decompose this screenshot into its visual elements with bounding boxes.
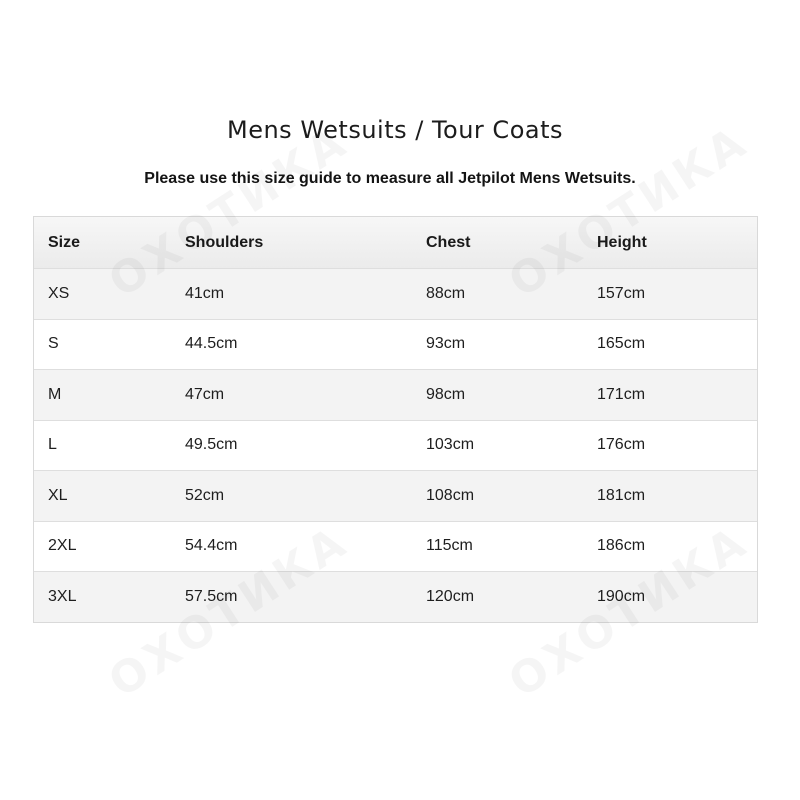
cell-height: 190cm bbox=[597, 587, 646, 605]
cell-height: 176cm bbox=[597, 436, 646, 454]
page-title: Mens Wetsuits / Tour Coats bbox=[227, 116, 563, 144]
cell-shoulders: 52cm bbox=[185, 486, 225, 504]
table-row bbox=[34, 268, 757, 319]
cell-chest: 115cm bbox=[426, 537, 473, 555]
cell-shoulders: 44.5cm bbox=[185, 335, 238, 353]
table-row bbox=[34, 369, 757, 420]
cell-shoulders: 57.5cm bbox=[185, 587, 238, 605]
cell-height: 186cm bbox=[597, 537, 646, 555]
cell-shoulders: 49.5cm bbox=[185, 436, 238, 454]
cell-size: 3XL bbox=[48, 587, 77, 605]
cell-size: M bbox=[48, 385, 62, 403]
table-row bbox=[34, 470, 757, 521]
cell-height: 157cm bbox=[597, 284, 646, 302]
table-header-row bbox=[34, 217, 757, 268]
cell-chest: 108cm bbox=[426, 486, 475, 504]
cell-chest: 88cm bbox=[426, 284, 466, 302]
cell-size: XS bbox=[48, 284, 70, 302]
header-size: Size bbox=[48, 233, 81, 251]
header-height: Height bbox=[597, 233, 647, 251]
header-shoulders: Shoulders bbox=[185, 233, 264, 251]
cell-shoulders: 54.4cm bbox=[185, 537, 238, 555]
cell-chest: 103cm bbox=[426, 436, 475, 454]
table-row bbox=[34, 521, 757, 572]
cell-chest: 93cm bbox=[426, 335, 466, 353]
header-chest: Chest bbox=[426, 233, 471, 251]
cell-height: 181cm bbox=[597, 486, 646, 504]
cell-height: 171cm bbox=[597, 385, 646, 403]
size-guide-table bbox=[33, 216, 758, 623]
table-row bbox=[34, 571, 757, 622]
cell-shoulders: 47cm bbox=[185, 385, 225, 403]
cell-size: 2XL bbox=[48, 537, 77, 555]
cell-chest: 98cm bbox=[426, 385, 466, 403]
page-subtitle: Please use this size guide to measure all Jetpilot Mens Wetsuits. bbox=[144, 170, 636, 187]
cell-shoulders: 41cm bbox=[185, 284, 225, 302]
cell-size: S bbox=[48, 335, 59, 353]
cell-chest: 120cm bbox=[426, 587, 475, 605]
table-row bbox=[34, 420, 757, 471]
cell-height: 165cm bbox=[597, 335, 646, 353]
table-row bbox=[34, 319, 757, 370]
cell-size: XL bbox=[48, 486, 68, 504]
cell-size: L bbox=[48, 436, 57, 454]
